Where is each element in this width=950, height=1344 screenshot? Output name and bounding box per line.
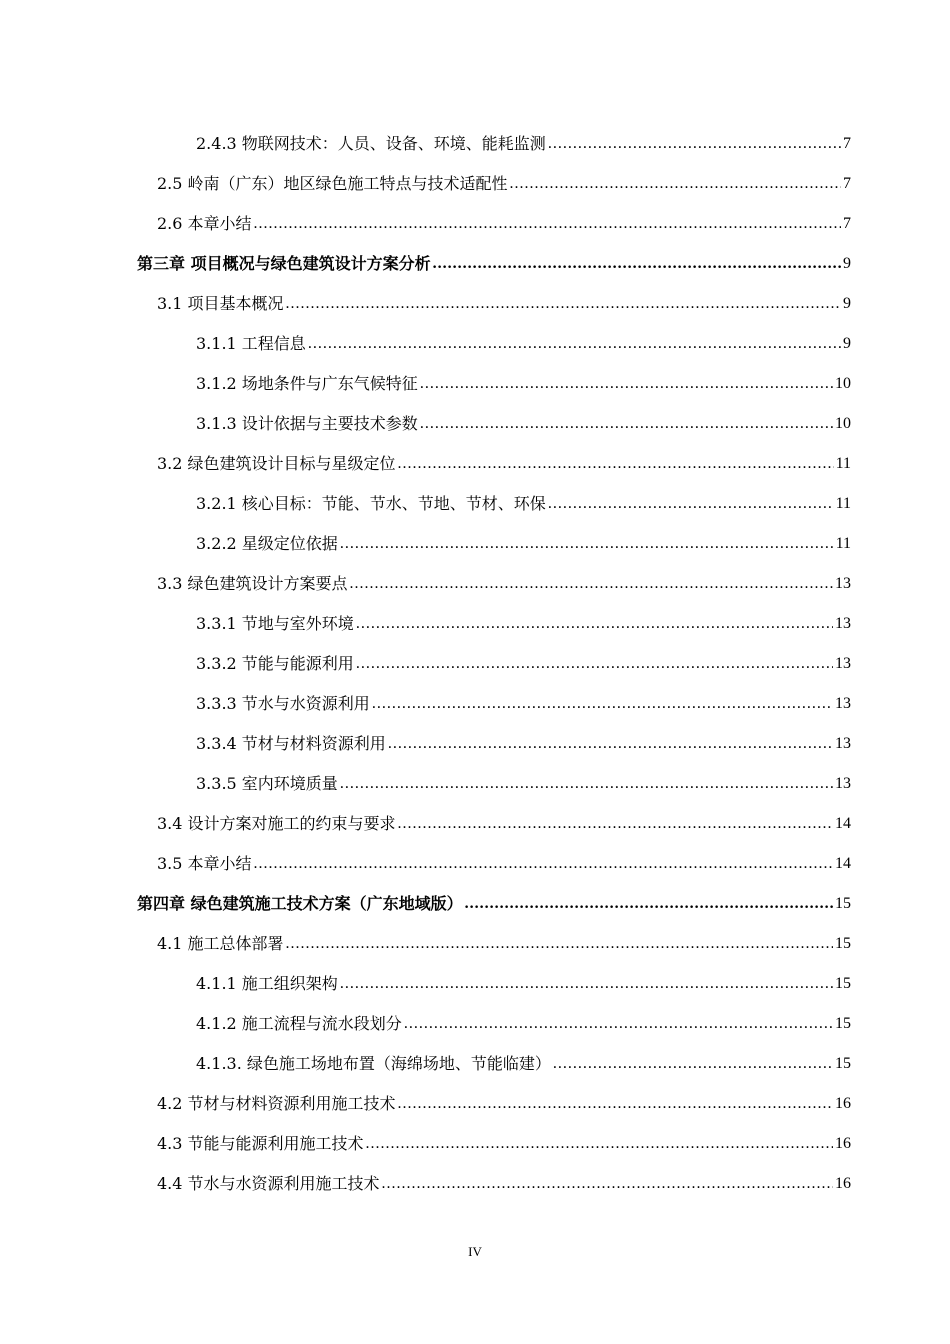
toc-entry-title: 3.3.4 节材与材料资源利用 bbox=[196, 734, 386, 753]
toc-entry-title: 4.1.2 施工流程与流水段划分 bbox=[196, 1014, 402, 1033]
dot-leader bbox=[420, 373, 833, 395]
toc-entry-page-number: 16 bbox=[835, 1175, 851, 1192]
dot-leader bbox=[388, 733, 833, 755]
page-number: IV bbox=[468, 1244, 482, 1259]
toc-entry[interactable] bbox=[157, 1087, 851, 1115]
dot-leader bbox=[356, 653, 833, 675]
toc-entry[interactable] bbox=[196, 727, 851, 755]
toc-entry-title: 2.5 岭南（广东）地区绿色施工特点与技术适配性 bbox=[157, 174, 508, 193]
toc-entry-page-number: 9 bbox=[843, 335, 851, 352]
toc-entry-page-number: 10 bbox=[835, 415, 851, 432]
toc-entry[interactable] bbox=[196, 407, 851, 435]
toc-entry-page-number: 15 bbox=[835, 1015, 851, 1032]
toc-entry-title: 3.2.1 核心目标：节能、节水、节地、节材、环保 bbox=[196, 494, 546, 513]
dot-leader bbox=[286, 933, 833, 955]
toc-entry-title: 3.2 绿色建筑设计目标与星级定位 bbox=[157, 454, 396, 473]
toc-entry-page-number: 11 bbox=[835, 535, 851, 552]
toc-entry-title: 4.1.3. 绿色施工场地布置（海绵场地、节能临建） bbox=[196, 1054, 551, 1073]
toc-entry-title: 3.3.1 节地与室外环境 bbox=[196, 614, 354, 633]
toc-entry-title: 3.1.3 设计依据与主要技术参数 bbox=[196, 414, 418, 433]
toc-entry[interactable] bbox=[157, 167, 851, 195]
dot-leader bbox=[340, 533, 834, 555]
dot-leader bbox=[398, 813, 833, 835]
dot-leader bbox=[398, 453, 834, 475]
toc-entry-page-number: 16 bbox=[835, 1135, 851, 1152]
toc-entry-page-number: 13 bbox=[835, 695, 851, 712]
toc-entry-title: 3.3.5 室内环境质量 bbox=[196, 774, 338, 793]
dot-leader bbox=[286, 293, 841, 315]
toc-entry[interactable] bbox=[157, 447, 851, 475]
dot-leader bbox=[372, 693, 833, 715]
dot-leader bbox=[433, 253, 841, 275]
toc-entry[interactable] bbox=[157, 1127, 851, 1155]
toc-entry-title: 3.1 项目基本概况 bbox=[157, 294, 284, 313]
dot-leader bbox=[548, 133, 841, 155]
toc-entry-page-number: 10 bbox=[835, 375, 851, 392]
toc-entry[interactable] bbox=[157, 807, 851, 835]
toc-entry-page-number: 7 bbox=[843, 135, 851, 152]
toc-entry-page-number: 16 bbox=[835, 1095, 851, 1112]
dot-leader bbox=[382, 1173, 833, 1195]
toc-entry[interactable] bbox=[196, 687, 851, 715]
dot-leader bbox=[548, 493, 834, 515]
toc-entry-title: 第四章 绿色建筑施工技术方案（广东地域版） bbox=[137, 894, 463, 913]
toc-entry-title: 4.3 节能与能源利用施工技术 bbox=[157, 1134, 364, 1153]
toc-entry-page-number: 9 bbox=[843, 255, 851, 272]
toc-entry-title: 3.1.2 场地条件与广东气候特征 bbox=[196, 374, 418, 393]
toc-entry[interactable] bbox=[157, 1167, 851, 1195]
toc-entry[interactable] bbox=[157, 927, 851, 955]
toc-entry-page-number: 14 bbox=[835, 815, 851, 832]
toc-entry[interactable] bbox=[196, 647, 851, 675]
toc-entry-title: 3.3 绿色建筑设计方案要点 bbox=[157, 574, 348, 593]
dot-leader bbox=[404, 1013, 833, 1035]
toc-entry[interactable] bbox=[196, 527, 851, 555]
toc-entry[interactable] bbox=[196, 1047, 851, 1075]
dot-leader bbox=[254, 853, 833, 875]
dot-leader bbox=[553, 1053, 833, 1075]
dot-leader bbox=[254, 213, 841, 235]
toc-entry-page-number: 15 bbox=[835, 895, 851, 912]
toc-entry[interactable] bbox=[196, 487, 851, 515]
toc-entry[interactable] bbox=[157, 287, 851, 315]
toc-entry[interactable] bbox=[196, 607, 851, 635]
toc-entry-title: 4.2 节材与材料资源利用施工技术 bbox=[157, 1094, 396, 1113]
dot-leader bbox=[465, 893, 833, 915]
toc-entry[interactable] bbox=[157, 847, 851, 875]
toc-entry[interactable] bbox=[137, 247, 851, 275]
toc-entry-page-number: 15 bbox=[835, 935, 851, 952]
toc-entry-page-number: 13 bbox=[835, 655, 851, 672]
dot-leader bbox=[340, 773, 833, 795]
toc-entry[interactable] bbox=[196, 967, 851, 995]
dot-leader bbox=[366, 1133, 833, 1155]
dot-leader bbox=[510, 173, 841, 195]
toc-entry[interactable] bbox=[196, 767, 851, 795]
toc-entry-title: 2.4.3 物联网技术：人员、设备、环境、能耗监测 bbox=[196, 134, 546, 153]
toc-entry-title: 2.6 本章小结 bbox=[157, 214, 252, 233]
dot-leader bbox=[350, 573, 833, 595]
toc-entry-page-number: 14 bbox=[835, 855, 851, 872]
toc-entry-page-number: 7 bbox=[843, 215, 851, 232]
toc-entry[interactable] bbox=[157, 567, 851, 595]
toc-entry[interactable] bbox=[157, 207, 851, 235]
toc-entry-page-number: 11 bbox=[835, 455, 851, 472]
dot-leader bbox=[308, 333, 841, 355]
toc-entry-title: 4.4 节水与水资源利用施工技术 bbox=[157, 1174, 380, 1193]
toc-entry-page-number: 9 bbox=[843, 295, 851, 312]
toc-entry-title: 4.1.1 施工组织架构 bbox=[196, 974, 338, 993]
toc-entry[interactable] bbox=[137, 887, 851, 915]
toc-entry-page-number: 13 bbox=[835, 775, 851, 792]
dot-leader bbox=[356, 613, 833, 635]
toc-entry-page-number: 7 bbox=[843, 175, 851, 192]
toc-entry[interactable] bbox=[196, 367, 851, 395]
toc-entry-page-number: 13 bbox=[835, 575, 851, 592]
toc-entry-title: 3.4 设计方案对施工的约束与要求 bbox=[157, 814, 396, 833]
toc-entry-title: 第三章 项目概况与绿色建筑设计方案分析 bbox=[137, 254, 431, 273]
dot-leader bbox=[398, 1093, 833, 1115]
dot-leader bbox=[420, 413, 833, 435]
toc-entry-title: 4.1 施工总体部署 bbox=[157, 934, 284, 953]
toc-entry-title: 3.5 本章小结 bbox=[157, 854, 252, 873]
toc-entry-title: 3.3.2 节能与能源利用 bbox=[196, 654, 354, 673]
dot-leader bbox=[340, 973, 833, 995]
toc-entry[interactable] bbox=[196, 1007, 851, 1035]
toc-entry-title: 3.1.1 工程信息 bbox=[196, 334, 306, 353]
toc-entry-page-number: 13 bbox=[835, 735, 851, 752]
toc-entry-title: 3.2.2 星级定位依据 bbox=[196, 534, 338, 553]
toc-entry[interactable] bbox=[196, 327, 851, 355]
toc-entry-page-number: 15 bbox=[835, 975, 851, 992]
toc-entry[interactable] bbox=[196, 127, 851, 155]
toc-entry-page-number: 15 bbox=[835, 1055, 851, 1072]
toc-entry-page-number: 11 bbox=[835, 495, 851, 512]
toc-entry-page-number: 13 bbox=[835, 615, 851, 632]
toc-entry-title: 3.3.3 节水与水资源利用 bbox=[196, 694, 370, 713]
